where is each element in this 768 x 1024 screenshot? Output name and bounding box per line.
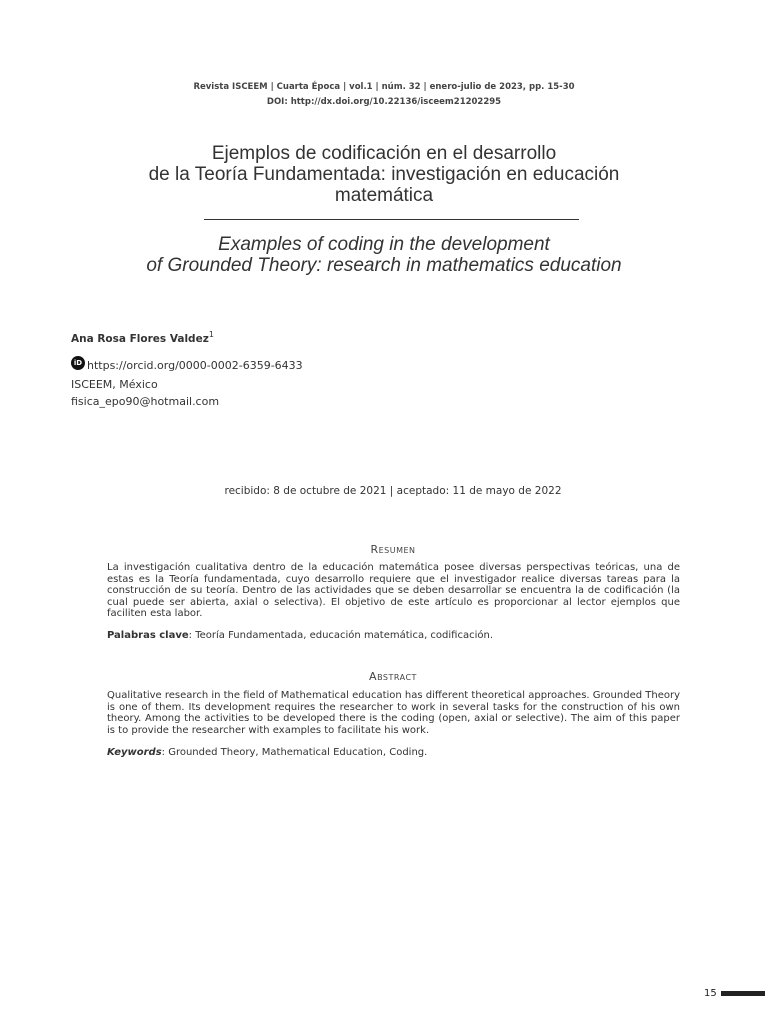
orcid-link[interactable]: https://orcid.org/0000-0002-6359-6433 [87, 359, 303, 373]
page-footer [704, 988, 765, 999]
journal-citation-line: Revista ISCEEM | Cuarta Época | vol.1 | núm. 32 | enero-julio de 2023, pp. 15-30 [193, 82, 575, 92]
abstract-keywords-label: Keywords [107, 747, 162, 758]
title-spanish-line-2: de la Teoría Fundamentada: investigación en educación [148, 164, 620, 185]
resumen-keywords-list: : Teoría Fundamentada, educación matemática, codificación. [188, 630, 494, 641]
author-affiliation: ISCEEM, México [71, 377, 158, 391]
title-spanish-line-1: Ejemplos de codificación en el desarrollo [211, 143, 557, 164]
resumen-heading: Resumen [370, 543, 416, 556]
author-block [71, 330, 471, 410]
title-english-line-1: Examples of coding in the development [218, 234, 550, 255]
title-english [90, 234, 678, 276]
orcid-row [71, 359, 471, 373]
abstract-text: Qualitative research in the field of Mathematical education has different theoretical approaches. Grounded Theory is one of them. Its development requires the researcher to work in several tasks for the construction of his own theory. Among the activities to be developed there is the coding (open, axial or selective). The aim of this paper is to provide the researcher with examples to facilitate his work. [107, 690, 680, 736]
author-name: Ana Rosa Flores Valdez [71, 332, 209, 345]
received-accepted-dates: recibido: 8 de octubre de 2021 | aceptado: 11 de mayo de 2022 [224, 485, 562, 497]
resumen-keywords [107, 630, 680, 642]
title-spanish-line-3: matemática [334, 185, 434, 206]
page-marker-bar [721, 991, 765, 996]
resumen-keywords-label: Palabras clave [107, 630, 189, 641]
abstract-keywords [107, 747, 680, 759]
page-number: 15 [704, 988, 717, 999]
resumen-text: La investigación cualitativa dentro de la educación matemática posee diversas perspectivas teóricas, una de estas es la Teoría fundamentada, cuyo desarrollo requiere que el investigador realice diversas tareas para la construcción de su teoría. Dentro de las actividades que se deben desarrollar se encuentra la de codificación (la cual puede ser abierta, axial o selectiva). El objetivo de este artículo es proporcionar al lector ejemplos que faciliten esta labor. [107, 562, 680, 619]
author-footnote-mark: 1 [208, 330, 214, 339]
title-english-line-2: of Grounded Theory: research in mathematics education [146, 255, 622, 276]
title-spanish [90, 143, 678, 206]
title-divider [204, 219, 579, 220]
doi-line: DOI: http://dx.doi.org/10.22136/isceem21202295 [266, 97, 502, 107]
author-name-row [71, 330, 471, 345]
author-email[interactable]: fisica_epo90@hotmail.com [71, 394, 220, 408]
orcid-icon: iD [71, 356, 85, 370]
abstract-keywords-list: : Grounded Theory, Mathematical Education, Coding. [161, 747, 428, 758]
abstract-heading: Abstract [369, 670, 417, 683]
journal-header [0, 80, 768, 110]
